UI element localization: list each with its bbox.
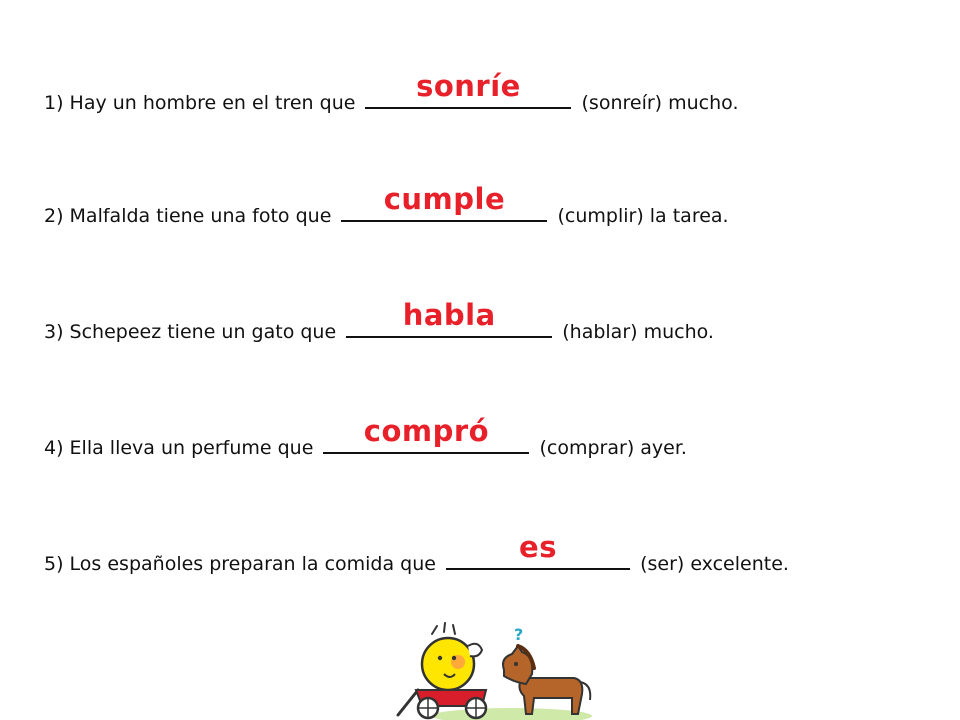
exercise-item <box>44 414 687 460</box>
exercise-item <box>44 298 714 344</box>
answer-text: cumple <box>383 182 506 216</box>
item-prompt: 4) Ella lleva un perfume que <box>44 437 314 459</box>
exercise-item <box>44 69 739 115</box>
item-verb-hint: (hablar) mucho. <box>562 321 714 343</box>
exercise-item <box>44 530 789 576</box>
cart-handle <box>398 690 418 715</box>
item-verb-hint: (ser) excelente. <box>640 553 789 575</box>
item-verb-hint: (comprar) ayer. <box>539 437 687 459</box>
answer-blank <box>341 182 547 222</box>
question-mark: ? <box>514 625 524 644</box>
item-prompt: 1) Hay un hombre en el tren que <box>44 92 356 114</box>
item-prompt: 5) Los españoles preparan la comida que <box>44 553 436 575</box>
answer-text: habla <box>402 298 496 332</box>
horse <box>503 646 590 714</box>
surprise-lines <box>432 623 455 634</box>
item-verb-hint: (cumplir) la tarea. <box>557 205 729 227</box>
answer-text: sonríe <box>416 69 521 103</box>
answer-blank <box>323 414 529 454</box>
sun-cart-horse-illustration <box>392 622 602 720</box>
answer-blank <box>346 298 552 338</box>
item-verb-hint: (sonreír) mucho. <box>581 92 739 114</box>
answer-text: es <box>519 530 557 564</box>
answer-text: compró <box>363 414 490 448</box>
grass-patch <box>432 708 592 720</box>
exercise-item <box>44 182 729 228</box>
answer-blank <box>365 69 571 109</box>
item-prompt: 2) Malfalda tiene una foto que <box>44 205 332 227</box>
answer-blank <box>446 530 630 570</box>
item-prompt: 3) Schepeez tiene un gato que <box>44 321 337 343</box>
sun-face <box>422 638 474 690</box>
